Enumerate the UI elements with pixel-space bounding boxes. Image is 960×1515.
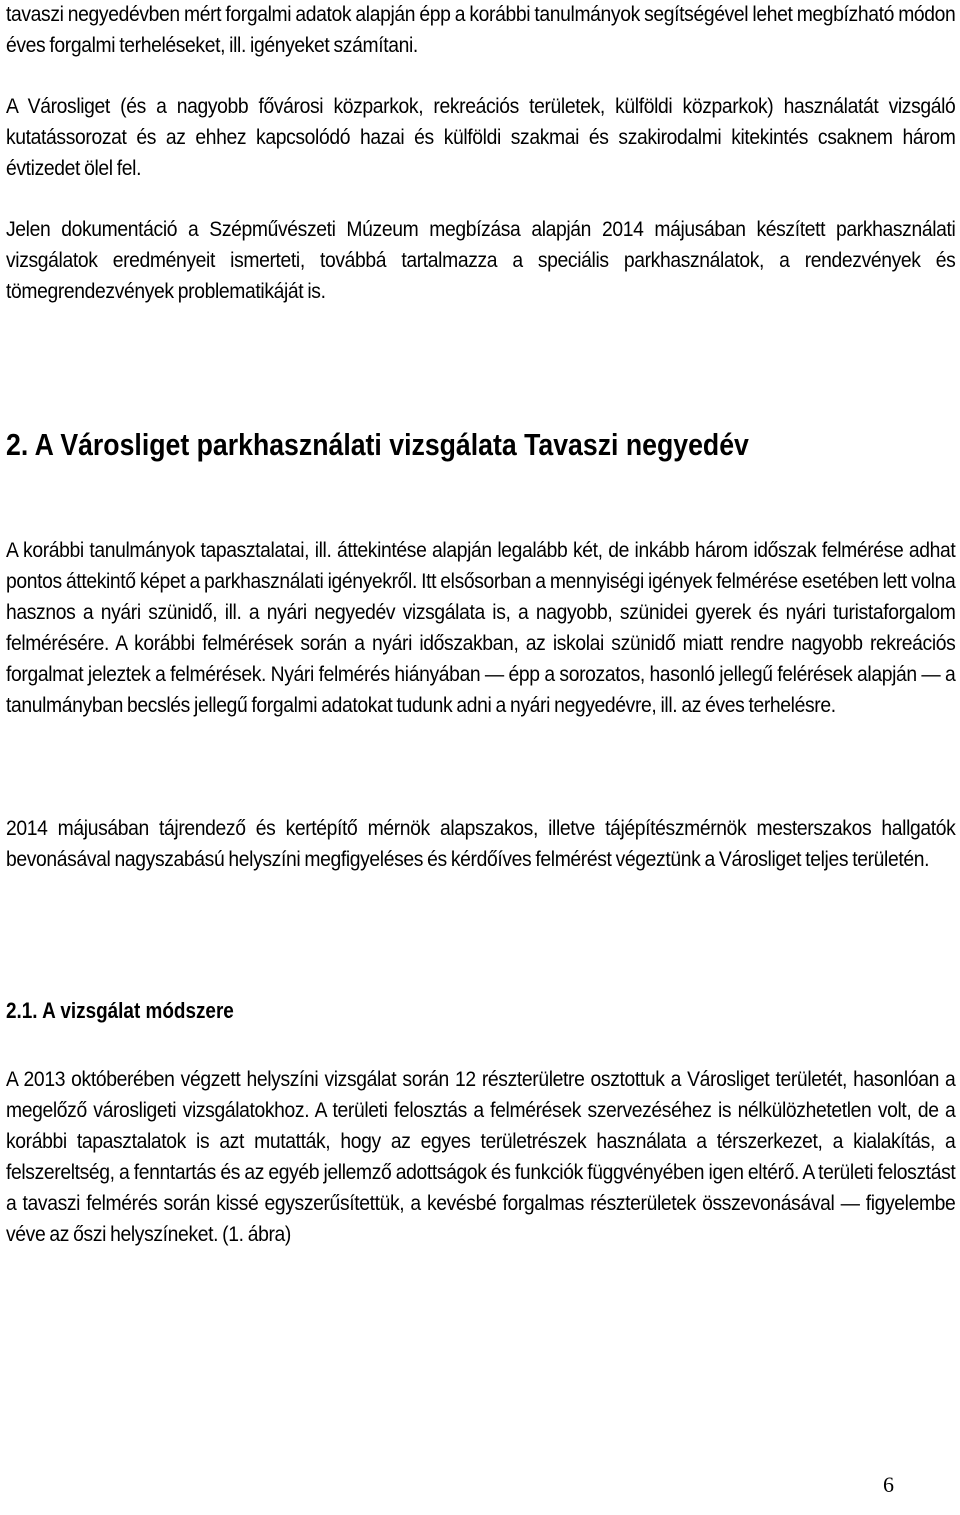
paragraph-intro-continuation: tavaszi negyedévben mért forgalmi adatok alapján épp a korábbi tanulmányok segítségével lehet megbízható módon éves forgalmi terheléseket, ill. igényeket számítani. [6,3,956,57]
section-heading-2-1: 2.1. A vizsgálat módszere [6,998,234,1023]
paragraph-survey-2014: 2014 májusában tájrendező és kertépítő mérnök alapszakos, illetve tájépítészmérnök mesterszakos hallgatók bevonásával nagyszabású helyszíni megfigyeléses és kérdőíves felmérést végeztünk a Városliget teljes területén. [6,817,956,871]
section-heading-2: 2. A Városliget parkhasználati vizsgálata Tavaszi negyedév [6,427,749,462]
paragraph-previous-studies: A korábbi tanulmányok tapasztalatai, ill. áttekintése alapján legalább két, de inkább három időszak felmérése adhat pontos áttekintő képet a parkhasználati igényekről. Itt elsősorban a mennyiségi igények felmérése esetében lett volna hasznos a nyári szünidő, ill. a nyári negyedév vizsgálata is, a nagyobb, szünidei gyerek és nyári turistaforgalom felmérésére. A korábbi felmérések során a nyári időszakban, az iskolai szünidő miatt rendre nagyobb rekreációs forgalmat jeleztek a felmérések. Nyári felmérés hiányában — épp a sorozatos, hasonló jellegű felérések alapján — a tanulmányban becslés jellegű forgalmi adatokat tudunk adni a nyári negyedévre, ill. az éves terhelésre. [6,539,956,717]
paragraph-method: A 2013 októberében végzett helyszíni vizsgálat során 12 részterületre osztottuk a Városliget területét, hasonlóan a megelőző városligeti vizsgálatokhoz. A területi felosztás a felmérések szervezéséhez is nélkülözhetetlen volt, de a korábbi tapasztalatok is azt mutatták, hogy az egyes területrészek használata a térszerkezet, a kialakítás, a felszereltség, a fenntartás és az egyéb jellemző adottságok és funkciók függvényében igen eltérő. A területi felosztást a tavaszi felmérés során kissé egyszerűsítettük, a kevésbé forgalmas részterületek összevonásával — figyelembe véve az őszi helyszíneket. (1. ábra) [6,1068,956,1246]
page-number: 6 [883,1472,894,1497]
paragraph-research-series: A Városliget (és a nagyobb fővárosi közparkok, rekreációs területek, külföldi közparkok) használatát vizsgáló kutatássorozat és az ehhez kapcsolódó hazai és külföldi szakmai és szakirodalmi kitekintés csaknem három évtizedet ölel fel. [6,95,956,180]
paragraph-documentation-scope: Jelen dokumentáció a Szépművészeti Múzeum megbízása alapján 2014 májusában készített parkhasználati vizsgálatok eredményeit ismerteti, továbbá tartalmazza a speciális parkhasználatok, a rendezvények és tömegrendezvények problematikáját is. [6,218,956,303]
